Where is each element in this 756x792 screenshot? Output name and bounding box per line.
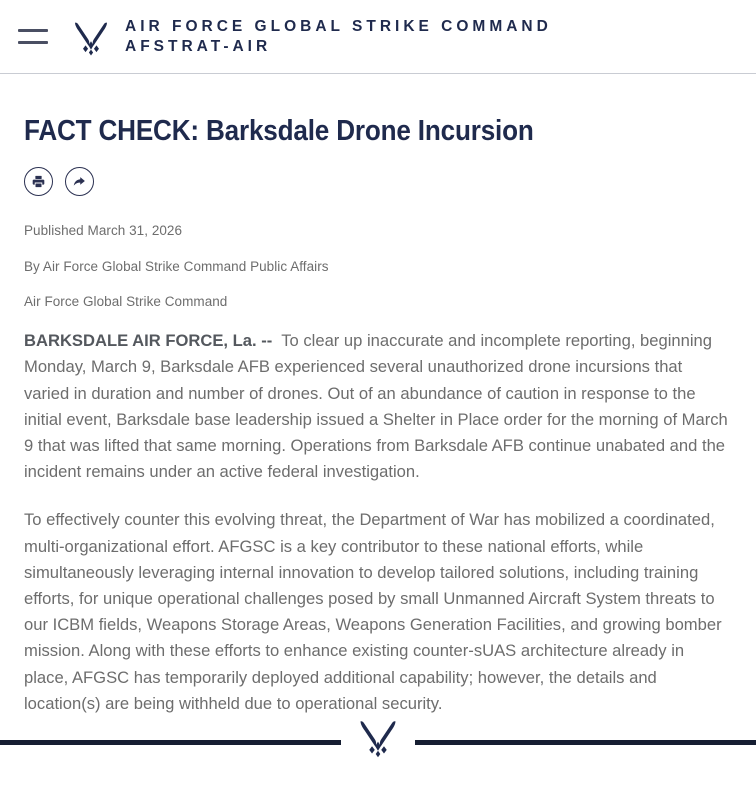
brand-logo-link[interactable]	[70, 16, 552, 58]
article-container	[0, 115, 756, 717]
air-force-wings-icon	[70, 16, 112, 58]
air-force-wings-icon	[355, 714, 401, 760]
hamburger-menu-icon[interactable]	[18, 20, 52, 54]
organization: Air Force Global Strike Command	[24, 293, 228, 309]
share-button[interactable]	[65, 167, 94, 196]
hamburger-bar	[18, 41, 48, 44]
published-date: Published March 31, 2026	[24, 223, 183, 239]
byline: By Air Force Global Strike Command Public Affairs	[24, 258, 329, 274]
site-header	[0, 0, 756, 74]
footer-divider-right	[415, 740, 756, 745]
site-footer	[0, 714, 756, 770]
paragraph-2: To effectively counter this evolving threat, the Department of War has mobilized a coordinated, multi-organizational effort. AFGSC is a key contributor to these national efforts, while simultaneously leveraging internal innovation to develop tailored solutions, including training efforts, for unique operational challenges posed by small Unmanned Aircraft System threats to our ICBM fields, Weapons Storage Areas, Weapons Generation Facilities, and growing bomber mission. Along with these efforts to enhance existing counter-sUAS architecture already in place, AFGSC has temporarily deployed additional capability; however, the details and location(s) are being withheld due to operational security.	[24, 510, 722, 713]
brand-line-primary: AIR FORCE GLOBAL STRIKE COMMAND	[125, 17, 552, 35]
print-button[interactable]	[24, 167, 53, 196]
footer-logo[interactable]	[355, 714, 401, 760]
page-title: FACT CHECK: Barksdale Drone Incursion	[24, 115, 534, 147]
footer-divider-left	[0, 740, 341, 745]
paragraph-1-text: To clear up inaccurate and incomplete reporting, beginning Monday, March 9, Barksdale AFB experienced several unauthorized drone incursions that varied in duration and number of drones. Out of an abundance of caution in response to the initial event, Barksdale base leadership issued a Shelter in Place order for the morning of March 9 that was lifted that same morning. Operations from Barksdale AFB continue unabated and the incident remains under an active federal investigation.	[24, 331, 728, 482]
hamburger-bar	[18, 29, 48, 32]
article-body	[24, 328, 732, 717]
article-action-bar	[24, 167, 732, 196]
article-meta	[24, 222, 732, 311]
brand-text	[125, 19, 552, 55]
brand-line-secondary: AFSTRAT-AIR	[125, 38, 272, 55]
dateline: BARKSDALE AIR FORCE, La. --	[24, 331, 273, 351]
printer-icon	[31, 174, 46, 189]
paragraph-1	[24, 328, 732, 485]
share-arrow-icon	[72, 174, 87, 189]
